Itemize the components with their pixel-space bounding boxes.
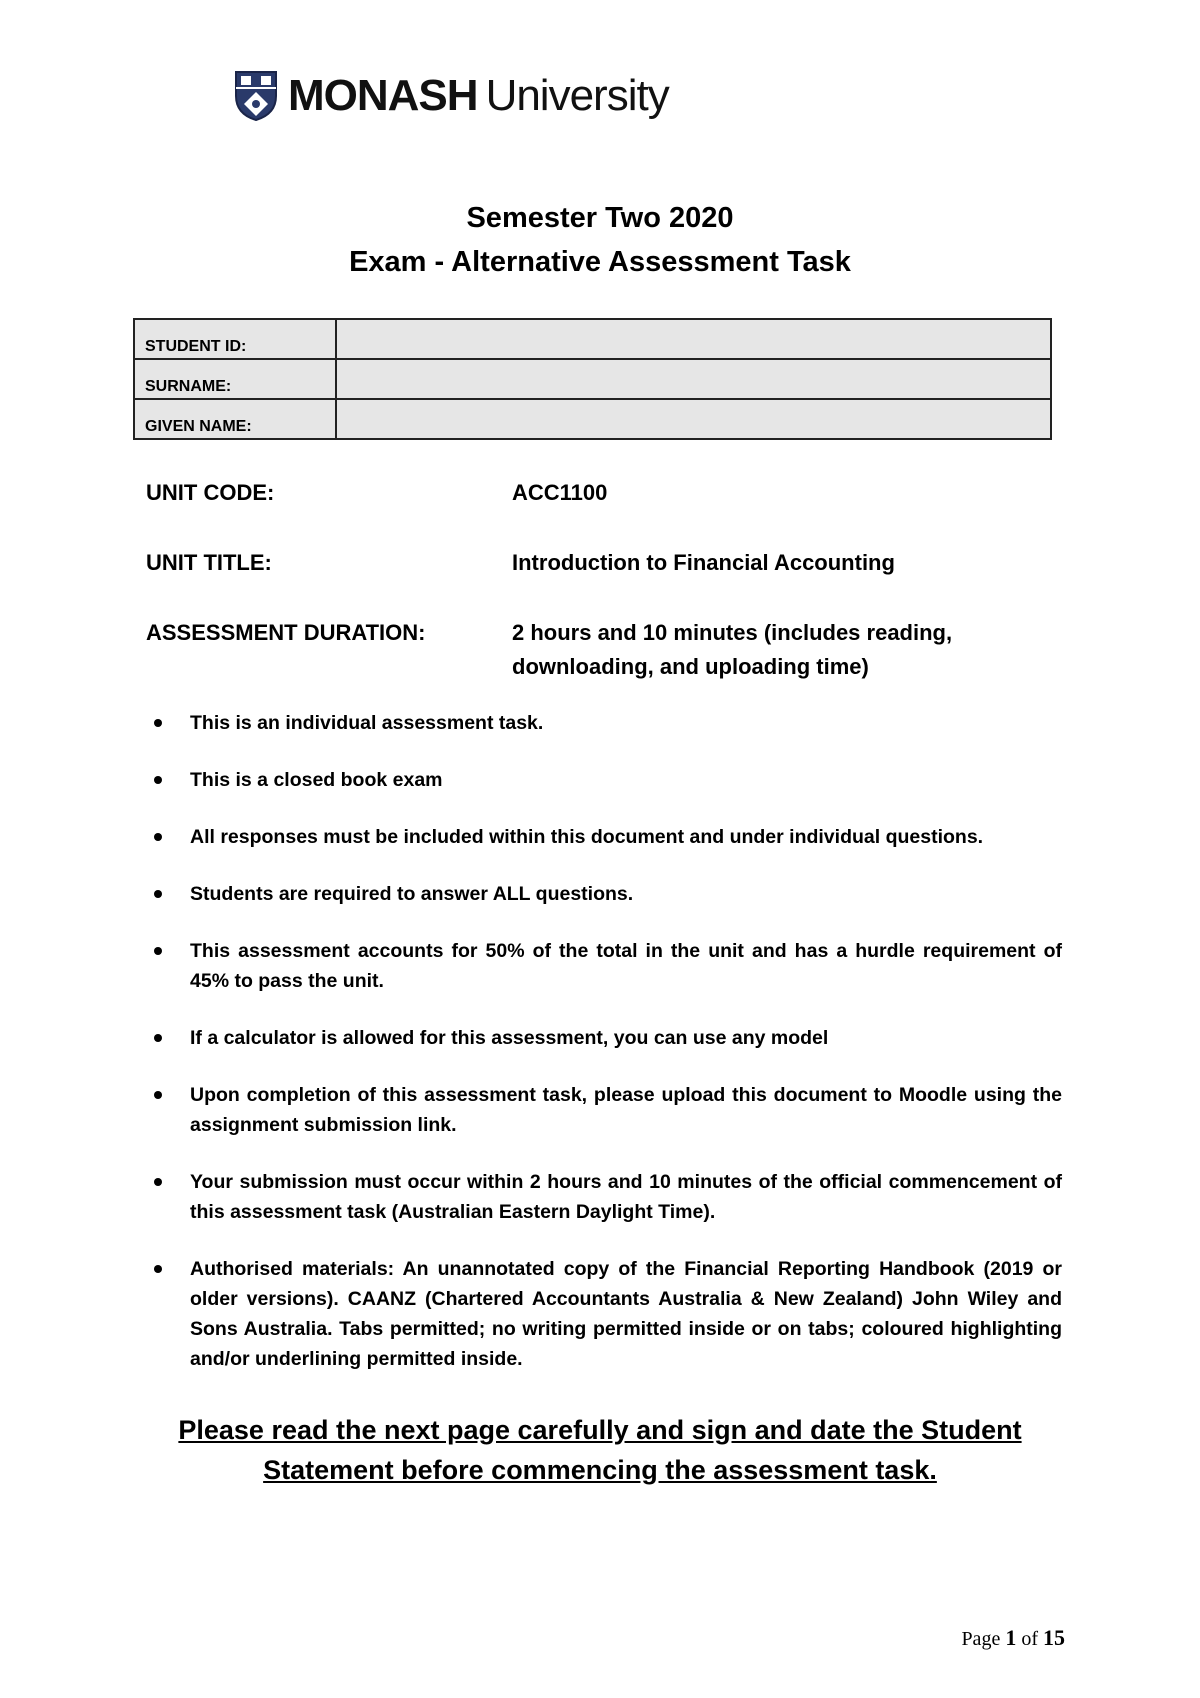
logo-wordmark xyxy=(288,71,669,120)
university-crest-icon xyxy=(232,70,280,122)
logo-wordmark-strong: MONASH xyxy=(288,71,478,120)
unit-title-value: Introduction to Financial Accounting xyxy=(512,550,895,575)
student-id-field[interactable] xyxy=(336,319,1051,359)
current-page: 1 xyxy=(1005,1625,1017,1650)
list-item: If a calculator is allowed for this assessment, you can use any model xyxy=(150,1023,1062,1053)
semester-title: Semester Two 2020 xyxy=(466,202,734,234)
page-number xyxy=(961,1625,1065,1651)
given-name-field[interactable] xyxy=(336,399,1051,439)
exam-title: Exam - Alternative Assessment Task xyxy=(349,246,851,278)
unit-code-value: ACC1100 xyxy=(512,480,608,505)
list-item: All responses must be included within this document and under individual questions. xyxy=(150,822,1062,852)
list-item: This is an individual assessment task. xyxy=(150,708,1062,738)
list-item: Students are required to answer ALL questions. xyxy=(150,879,1062,909)
table-row xyxy=(134,359,1051,399)
surname-field[interactable] xyxy=(336,359,1051,399)
list-item: Your submission must occur within 2 hours and 10 minutes of the official commencement of this assessment task (Australian Eastern Daylight Time). xyxy=(150,1167,1062,1227)
table-row xyxy=(134,399,1051,439)
assessment-duration-value: 2 hours and 10 minutes (includes reading, downloading, and uploading time) xyxy=(512,620,953,679)
instructions-list xyxy=(150,708,1062,1401)
student-id-label: STUDENT ID: xyxy=(134,319,336,359)
student-details-table xyxy=(133,318,1052,440)
list-item: Authorised materials: An unannotated copy of the Financial Reporting Handbook (2019 or older versions). CAANZ (Chartered Accountants Australia & New Zealand) John Wiley and Sons Australia. Tabs permitted; no writing permitted inside or on tabs; coloured highlighting and/or underlining permitted inside. xyxy=(150,1254,1062,1374)
of-word: of xyxy=(1021,1628,1038,1650)
given-name-label: GIVEN NAME: xyxy=(134,399,336,439)
page-word: Page xyxy=(961,1628,1001,1650)
university-logo xyxy=(232,70,669,122)
assessment-duration-label: ASSESSMENT DURATION: xyxy=(146,620,426,645)
logo-wordmark-light: University xyxy=(485,71,669,120)
list-item: Upon completion of this assessment task, please upload this document to Moodle using the assignment submission link. xyxy=(150,1080,1062,1140)
student-statement-notice: Please read the next page carefully and sign and date the Student Statement before commencing the assessment task. xyxy=(178,1415,1022,1485)
surname-label: SURNAME: xyxy=(134,359,336,399)
list-item: This assessment accounts for 50% of the total in the unit and has a hurdle requirement of 45% to pass the unit. xyxy=(150,936,1062,996)
table-row xyxy=(134,319,1051,359)
total-pages: 15 xyxy=(1043,1625,1065,1650)
list-item: This is a closed book exam xyxy=(150,765,1062,795)
unit-title-label: UNIT TITLE: xyxy=(146,550,272,575)
unit-code-label: UNIT CODE: xyxy=(146,480,275,505)
